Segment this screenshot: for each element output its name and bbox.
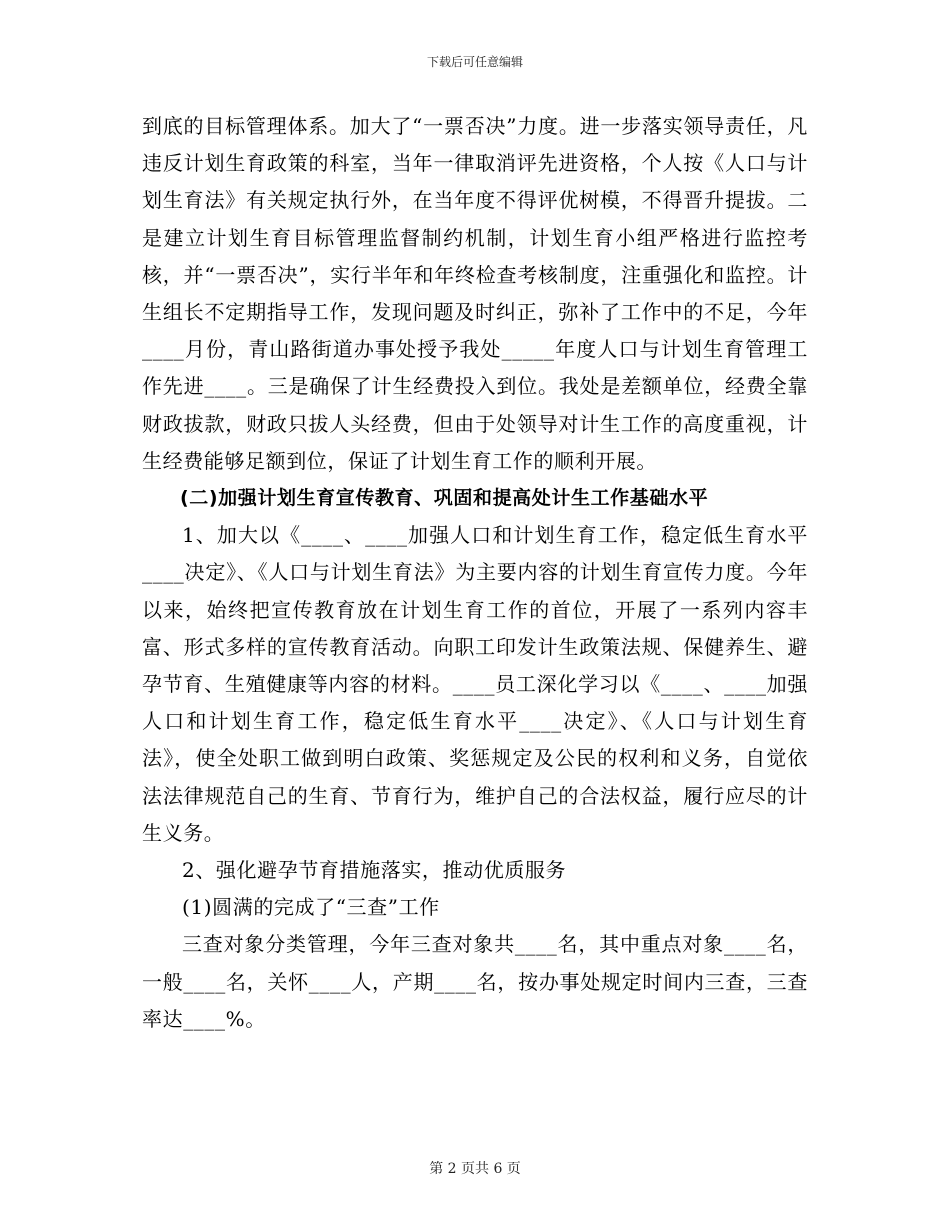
paragraph-publicity-education: 1、加大以《____、____加强人口和计划生育工作，稳定低生育水平____决定》、《人口与计划生育法》为主要内容的计划生育宣传力度。今年以来，始终把宣传教育放在计划生育工作的首位，开展了一系列内容丰富、形式多样的宣传教育活动。向职工印发计生政策法规、保健养生、避孕节育、生殖健康等内容的材料。____员工深化学习以《____、____加强人口和计划生育工作，稳定低生育水平____决定》、《人口与计划生育法》，使全处职工做到明白政策、奖惩规定及公民的权利和义务，自觉依法法律规范自己的生育、节育行为，维护自己的合法权益，履行应尽的计生义务。	[142, 523, 808, 845]
page-footer: 第 2 页共 6 页	[429, 1161, 521, 1177]
document-body	[142, 108, 808, 1038]
paragraph-three-checks-heading: (1)圆满的完成了“三查”工作	[182, 895, 440, 920]
paragraph-three-checks-detail: 三查对象分类管理，今年三查对象共____名，其中重点对象____名，一般____名，关怀____人，产期____名，按办事处规定时间内三查，三查率达____%。	[142, 932, 808, 1031]
paragraph-contraception-heading: 2、强化避孕节育措施落实，推动优质服务	[182, 858, 567, 883]
section-heading-publicity: (二)加强计划生育宣传教育、巩固和提高处计生工作基础水平	[180, 487, 709, 510]
page-header: 下载后可任意编辑	[426, 55, 523, 69]
paragraph-management-system: 到底的目标管理体系。加大了“一票否决”力度。进一步落实领导责任，凡违反计划生育政策的科室，当年一律取消评先进资格，个人按《人口与计划生育法》有关规定执行外，在当年度不得评优树模，不得晋升提拔。二是建立计划生育目标管理监督制约机制，计划生育小组严格进行监控考核，并“一票否决”，实行半年和年终检查考核制度，注重强化和监控。计生组长不定期指导工作，发现问题及时纠正，弥补了工作中的不足，今年____月份，青山路街道办事处授予我处_____年度人口与计划生育管理工作先进____。三是确保了计生经费投入到位。我处是差额单位，经费全靠财政拔款，财政只拔人头经费，但由于处领导对计生工作的高度重视，计生经费能够足额到位，保证了计划生育工作的顺利开展。	[142, 114, 808, 473]
